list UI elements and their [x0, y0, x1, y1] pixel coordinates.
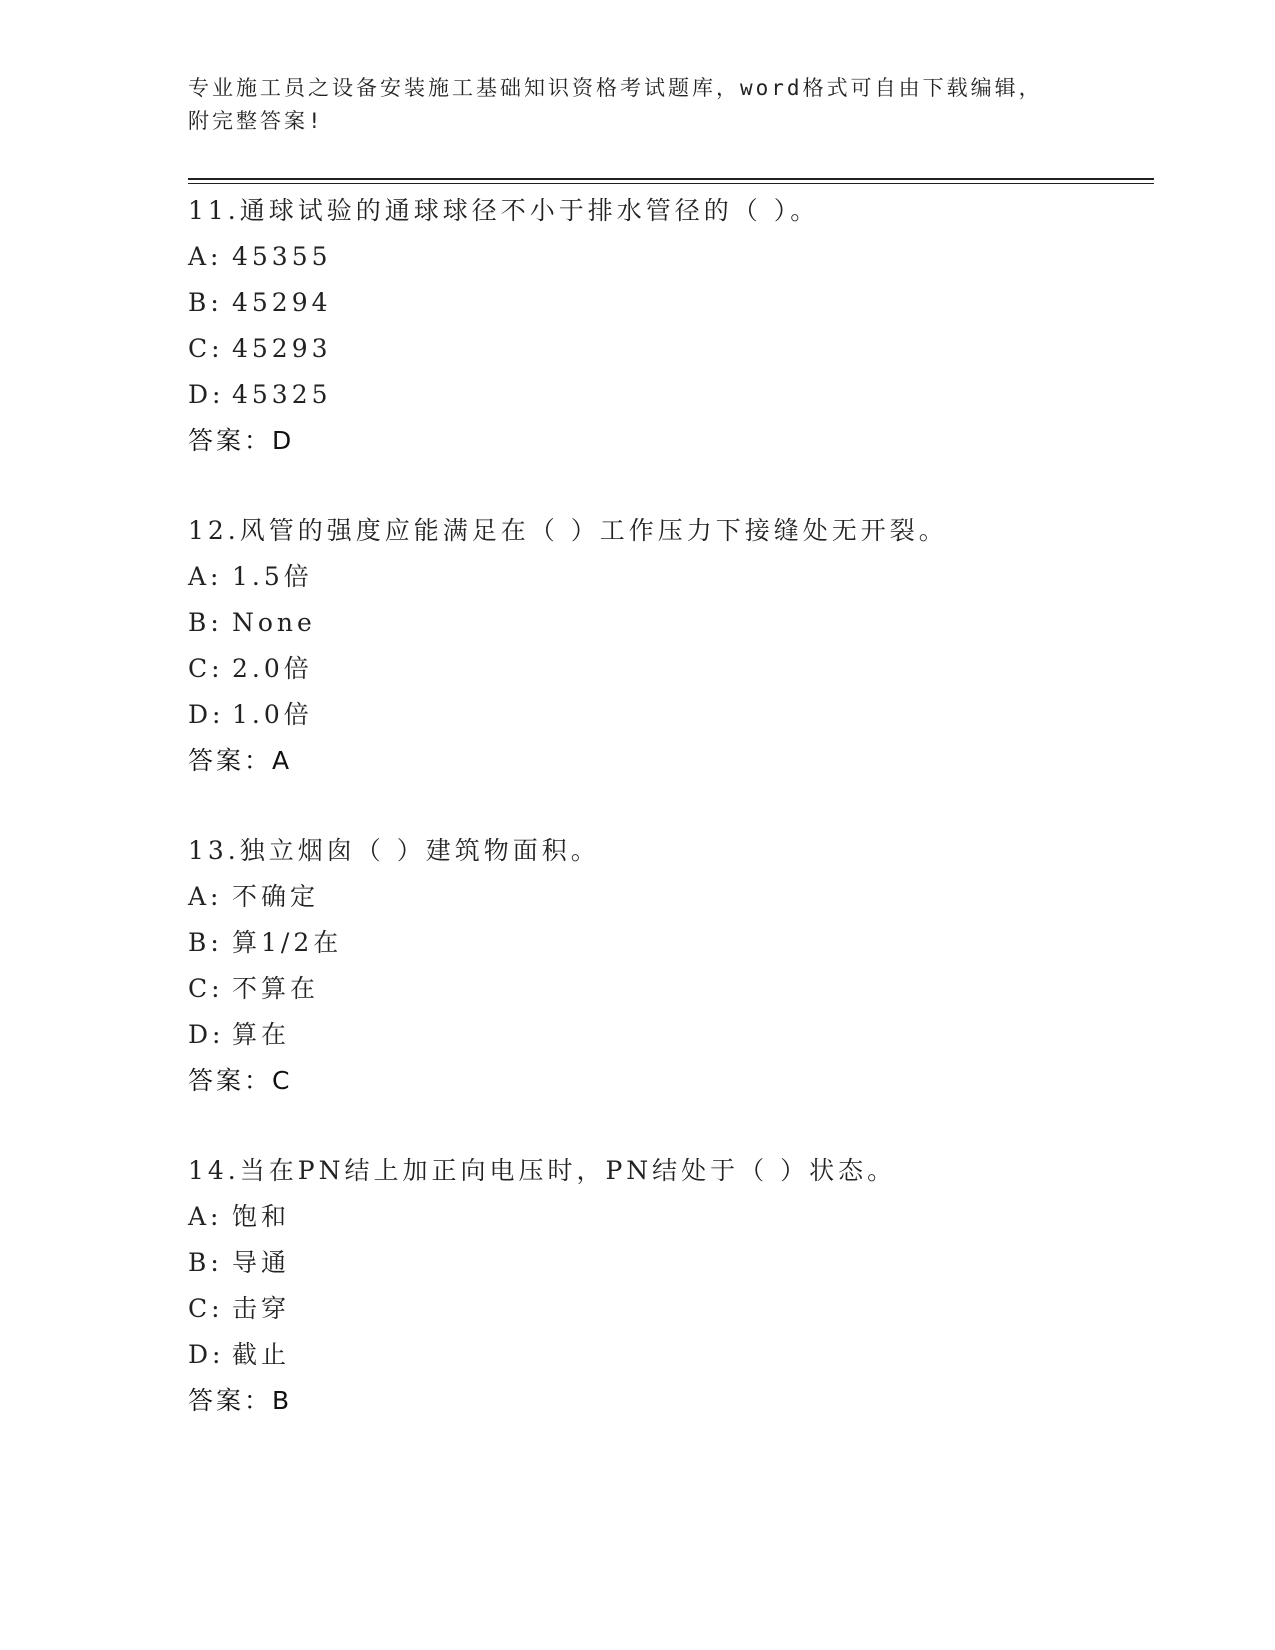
option-key: B: — [188, 1248, 223, 1277]
option-key: D: — [188, 1340, 225, 1369]
option-a — [188, 554, 1148, 600]
option-a — [188, 234, 1148, 280]
option-b — [188, 600, 1148, 646]
option-text: 导通 — [232, 1248, 291, 1277]
header-divider-bottom — [188, 183, 1154, 184]
option-text: 算1/2在 — [232, 928, 343, 957]
option-key: A: — [188, 882, 223, 911]
option-key: C: — [188, 1294, 224, 1323]
question-stem: 13.独立烟囱（ ）建筑物面积。 — [188, 836, 600, 865]
option-b — [188, 920, 1148, 966]
option-key: A: — [188, 562, 223, 591]
option-key: D: — [188, 380, 225, 409]
option-key: C: — [188, 654, 224, 683]
option-key: D: — [188, 700, 225, 729]
option-key: A: — [188, 1202, 223, 1231]
question-12 — [188, 508, 1148, 784]
option-key: C: — [188, 974, 224, 1003]
option-key: C: — [188, 334, 224, 363]
document-header — [188, 72, 1068, 138]
option-text: 算在 — [232, 1020, 291, 1049]
option-text: 饱和 — [232, 1202, 291, 1231]
question-stem: 14.当在PN结上加正向电压时，PN结处于（ ）状态。 — [188, 1156, 897, 1185]
option-d — [188, 692, 1148, 738]
option-key: B: — [188, 288, 223, 317]
option-c — [188, 1286, 1148, 1332]
option-key: D: — [188, 1020, 225, 1049]
option-c — [188, 646, 1148, 692]
option-text: 不算在 — [232, 974, 320, 1003]
option-text: None — [232, 608, 316, 637]
option-a — [188, 1194, 1148, 1240]
option-text: 击穿 — [232, 1294, 291, 1323]
option-d — [188, 372, 1148, 418]
option-key: B: — [188, 928, 223, 957]
question-stem: 11.通球试验的通球球径不小于排水管径的（ ）。 — [188, 196, 820, 225]
option-text: 不确定 — [232, 882, 320, 911]
question-13 — [188, 828, 1148, 1104]
option-text: 45294 — [232, 288, 332, 317]
answer-line: 答案：B — [188, 1386, 293, 1415]
answer-line: 答案：C — [188, 1066, 293, 1095]
option-b — [188, 1240, 1148, 1286]
option-key: A: — [188, 242, 223, 271]
answer-line: 答案：D — [188, 426, 295, 455]
option-a — [188, 874, 1148, 920]
option-d — [188, 1012, 1148, 1058]
question-14 — [188, 1148, 1148, 1424]
option-d — [188, 1332, 1148, 1378]
header-line-2: 附完整答案! — [188, 109, 324, 133]
option-key: B: — [188, 608, 223, 637]
option-text: 1.5倍 — [232, 562, 313, 591]
option-b — [188, 280, 1148, 326]
option-text: 45325 — [232, 380, 332, 409]
answer-line: 答案：A — [188, 746, 293, 775]
question-stem: 12.风管的强度应能满足在（ ）工作压力下接缝处无开裂。 — [188, 516, 948, 545]
option-text: 2.0倍 — [232, 654, 313, 683]
option-text: 45293 — [232, 334, 332, 363]
option-text: 45355 — [232, 242, 332, 271]
option-text: 截止 — [232, 1340, 291, 1369]
question-11 — [188, 188, 1148, 464]
option-c — [188, 326, 1148, 372]
header-line-1: 专业施工员之设备安装施工基础知识资格考试题库，word格式可自由下载编辑， — [188, 76, 1043, 100]
header-divider-top — [188, 178, 1154, 180]
option-c — [188, 966, 1148, 1012]
option-text: 1.0倍 — [232, 700, 313, 729]
